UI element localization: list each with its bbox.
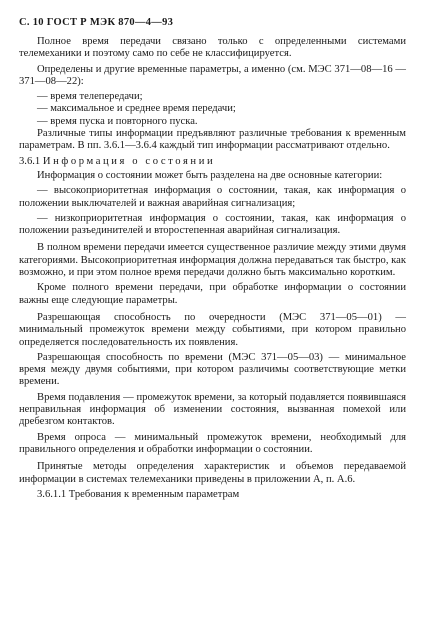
paragraph: Время подавления — промежуток времени, за который подавляется появившаяся неправильная информация об изменении состояния, вызванная помехой или дребезгом контактов.: [19, 391, 406, 428]
paragraph: Принятые методы определения характеристик и объемов передаваемой информации в системах телемеханики приведены в приложении А, п. А.6.: [19, 461, 406, 485]
paragraph: Полное время передачи связано только с определенными системами телемеханики и поэтому само по себе не классифицируется.: [19, 36, 406, 60]
list-item: — максимальное и среднее время передачи;: [37, 103, 236, 115]
document-body: [19, 36, 406, 501]
paragraph: Разрешающая способность по очередности (МЭС 371—05—01) — минимальный промежуток времени между событиями, при котором правильно определяется последовательность их появления.: [19, 311, 406, 348]
paragraph: В полном времени передачи имеется существенное различие между этими двумя категориями. Высокоприоритетная информация должна передаваться так быстро, как возможно, и при этом полное время передачи должно быть максимально коротким.: [19, 242, 406, 279]
list-item: — высокоприоритетная информация о состоянии, такая, как информация о положении выключателей и важная аварийная сигнализация;: [19, 185, 406, 209]
list-item: — низкоприоритетная информация о состоянии, такая, как информация о положении разъединителей и второстепенная аварийная сигнализация.: [19, 212, 406, 237]
paragraph: Время опроса — минимальный промежуток времени, необходимый для правильного определения и обработки информации о состоянии.: [19, 431, 406, 455]
page-header: С. 10 ГОСТ Р МЭК 870—4—93: [19, 17, 174, 28]
paragraph: Различные типы информации предъявляют различные требования к временным параметрам. В пп. 3.6.1—3.6.4 каждый тип информации рассматривают отдельно.: [19, 128, 406, 152]
paragraph: Определены и другие временные параметры, а именно (см. МЭС 371—08—16 — 371—08—22):: [19, 63, 406, 87]
section-title: Информация о состоянии: [42, 155, 216, 167]
paragraph: Информация о состоянии может быть разделена на две основные категории:: [37, 169, 383, 181]
paragraph: Разрешающая способность по времени (МЭС 371—05—03) — минимальное время между двумя событиями, при котором различимы соответствующие метки времени.: [19, 351, 406, 388]
section-number: 3.6.1: [19, 155, 41, 167]
list-item: — время телепередачи;: [37, 91, 143, 103]
section-heading: [19, 156, 406, 168]
subsection-heading: 3.6.1.1 Требования к временным параметрам: [37, 488, 240, 500]
paragraph: Кроме полного времени передачи, при обработке информации о состоянии важны еще следующие параметры.: [19, 282, 406, 306]
list-item: — время пуска и повторного пуска.: [37, 115, 198, 127]
